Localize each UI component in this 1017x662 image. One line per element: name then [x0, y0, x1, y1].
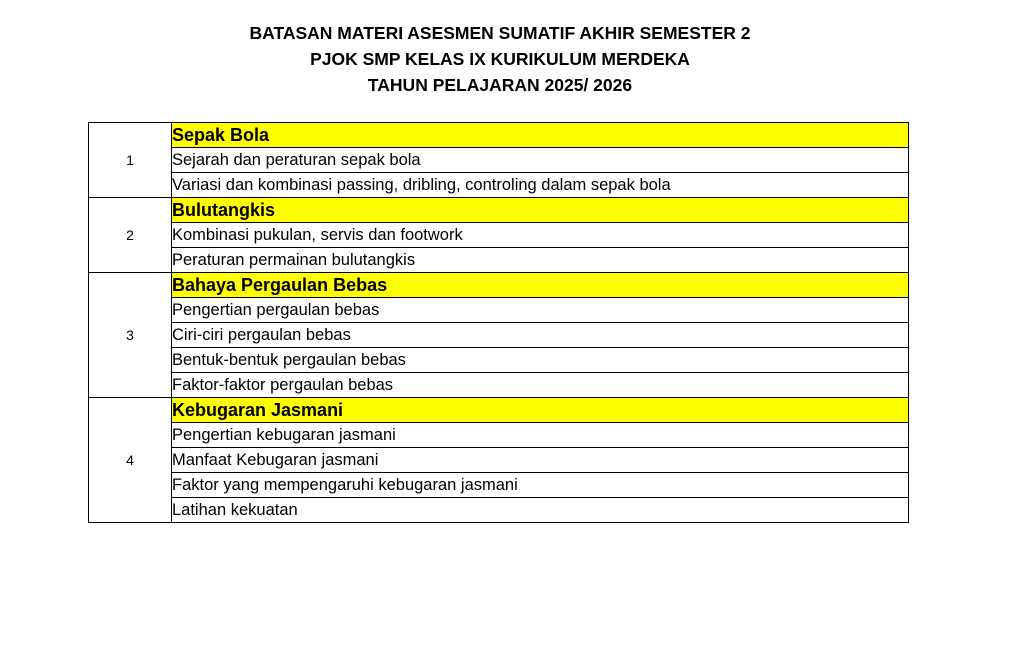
topic-item: Pengertian kebugaran jasmani: [172, 423, 909, 448]
section-number: 2: [89, 198, 172, 273]
section-title-row: [89, 198, 909, 223]
table-row: [89, 373, 909, 398]
heading-line-2: PJOK SMP KELAS IX KURIKULUM MERDEKA: [310, 49, 690, 69]
table-row: [89, 348, 909, 373]
document-heading: [0, 20, 1000, 98]
table-row: [89, 173, 909, 198]
section-title: Kebugaran Jasmani: [172, 398, 909, 423]
table-row: [89, 498, 909, 523]
table-row: [89, 323, 909, 348]
heading-line-1: BATASAN MATERI ASESMEN SUMATIF AKHIR SEMESTER 2: [249, 23, 751, 43]
section-title-row: [89, 398, 909, 423]
topic-item: Manfaat Kebugaran jasmani: [172, 448, 909, 473]
section-title: Bulutangkis: [172, 198, 909, 223]
topic-item: Peraturan permainan bulutangkis: [172, 248, 909, 273]
topic-item: Sejarah dan peraturan sepak bola: [172, 148, 909, 173]
topic-item: Kombinasi pukulan, servis dan footwork: [172, 223, 909, 248]
topic-item: Pengertian pergaulan bebas: [172, 298, 909, 323]
topic-item: Variasi dan kombinasi passing, dribling, controling dalam sepak bola: [172, 173, 909, 198]
topic-item: Faktor-faktor pergaulan bebas: [172, 373, 909, 398]
table-row: [89, 423, 909, 448]
table-row: [89, 448, 909, 473]
section-title-row: [89, 123, 909, 148]
section-number: 4: [89, 398, 172, 523]
table-row: [89, 473, 909, 498]
topic-item: Bentuk-bentuk pergaulan bebas: [172, 348, 909, 373]
section-title-row: [89, 273, 909, 298]
table-row: [89, 223, 909, 248]
topic-item: Ciri-ciri pergaulan bebas: [172, 323, 909, 348]
section-title: Sepak Bola: [172, 123, 909, 148]
section-number: 3: [89, 273, 172, 398]
table-row: [89, 248, 909, 273]
table-row: [89, 298, 909, 323]
material-table: [88, 122, 909, 523]
topic-item: Latihan kekuatan: [172, 498, 909, 523]
section-title: Bahaya Pergaulan Bebas: [172, 273, 909, 298]
heading-line-3: TAHUN PELAJARAN 2025/ 2026: [367, 75, 633, 95]
section-number: 1: [89, 123, 172, 198]
topic-item: Faktor yang mempengaruhi kebugaran jasmani: [172, 473, 909, 498]
table-row: [89, 148, 909, 173]
